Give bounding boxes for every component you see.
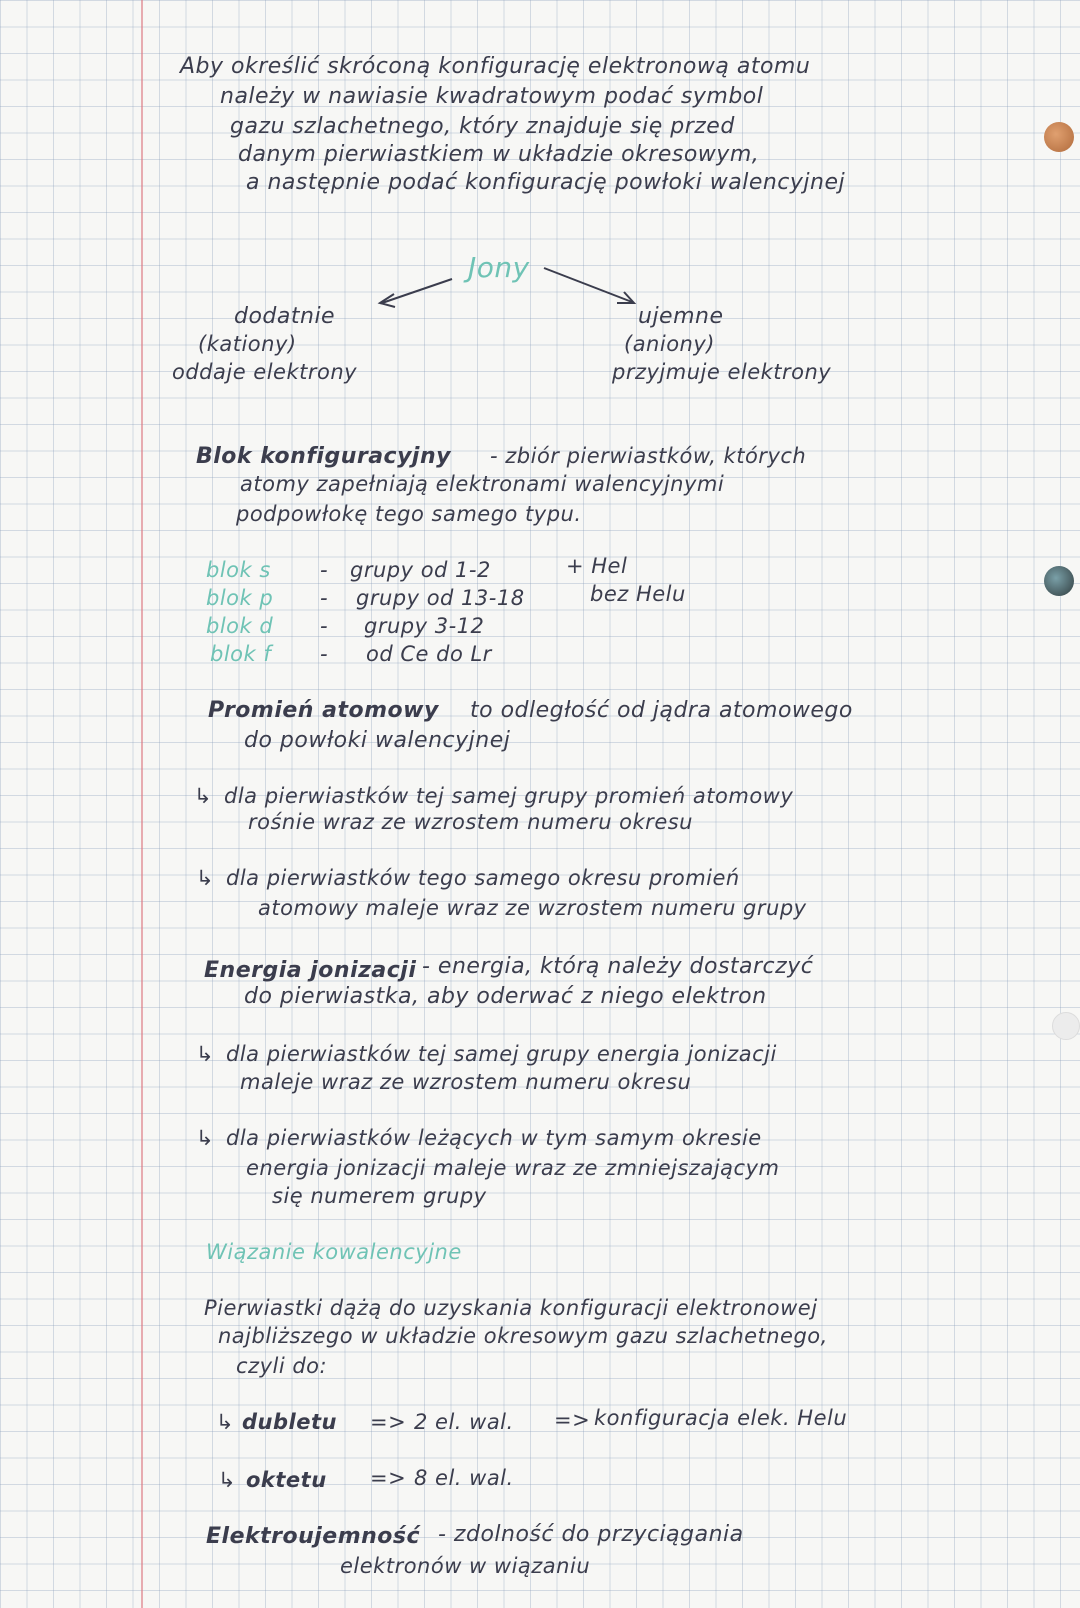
doublet-name: dubletu bbox=[242, 1410, 337, 1434]
ions-negative-name: ujemne bbox=[638, 304, 724, 329]
electronegativity-line2: elektronów w wiązaniu bbox=[340, 1554, 591, 1578]
block-line: podpowłokę tego samego typu. bbox=[236, 502, 582, 526]
block-line: - zbiór pierwiastków, których bbox=[490, 444, 807, 468]
bullet-arrow-icon: ↳ bbox=[194, 784, 213, 808]
block-item-sep: - bbox=[320, 558, 329, 582]
block-item-name: blok f bbox=[210, 642, 272, 666]
arrow-left-icon bbox=[380, 279, 452, 307]
covalent-line: najbliższego w układzie okresowym gazu szlachetnego, bbox=[218, 1324, 828, 1348]
bullet-arrow-icon: ↳ bbox=[196, 1042, 215, 1066]
bullet-arrow-icon: ↳ bbox=[218, 1468, 237, 1492]
block-term: Blok konfiguracyjny bbox=[196, 444, 451, 469]
bullet-line: dla pierwiastków tego samego okresu promień bbox=[226, 866, 740, 890]
intro-line: Aby określić skróconą konfigurację elektronową atomu bbox=[180, 54, 811, 79]
octet-value: 8 el. wal. bbox=[414, 1466, 514, 1490]
radius-term: Promień atomowy bbox=[208, 698, 439, 723]
block-item-extra: + Hel bbox=[566, 554, 628, 578]
bullet-line: rośnie wraz ze wzrostem numeru okresu bbox=[248, 810, 693, 834]
bullet-line: dla pierwiastków tej samej grupy energia jonizacji bbox=[226, 1042, 777, 1066]
block-item-extra: bez Helu bbox=[590, 582, 686, 606]
electronegativity-term: Elektroujemność bbox=[206, 1524, 421, 1549]
covalent-line: czyli do: bbox=[236, 1354, 328, 1378]
block-item-sep: - bbox=[320, 614, 329, 638]
ions-negative-alt: (aniony) bbox=[624, 332, 715, 356]
doublet-desc: konfiguracja elek. Helu bbox=[594, 1406, 848, 1430]
block-item-desc: od Ce do Lr bbox=[366, 642, 492, 666]
block-item-desc: grupy od 13-18 bbox=[356, 586, 525, 610]
covalent-line: Pierwiastki dążą do uzyskania konfiguracji elektronowej bbox=[204, 1296, 818, 1320]
ionization-term: Energia jonizacji bbox=[204, 958, 417, 983]
bullet-line: dla pierwiastków leżących w tym samym okresie bbox=[226, 1126, 762, 1150]
ions-positive-desc: oddaje elektrony bbox=[172, 360, 358, 384]
block-item-sep: - bbox=[320, 586, 329, 610]
bullet-arrow-icon: ↳ bbox=[216, 1410, 235, 1434]
covalent-title: Wiązanie kowalencyjne bbox=[206, 1240, 462, 1264]
intro-line: danym pierwiastkiem w układzie okresowym, bbox=[238, 142, 760, 167]
bullet-arrow-icon: ↳ bbox=[196, 1126, 215, 1150]
block-item-name: blok d bbox=[206, 614, 274, 638]
ions-title: Jony bbox=[468, 251, 530, 284]
doublet-value: 2 el. wal. bbox=[414, 1410, 514, 1434]
block-item-name: blok s bbox=[206, 558, 271, 582]
intro-line: gazu szlachetnego, który znajduje się przed bbox=[230, 114, 735, 139]
ions-positive-name: dodatnie bbox=[234, 304, 336, 329]
doublet-arrow: => bbox=[554, 1408, 591, 1432]
intro-line: należy w nawiasie kwadratowym podać symbol bbox=[220, 84, 764, 109]
radius-line2: do powłoki walencyjnej bbox=[244, 728, 511, 753]
bullet-arrow-icon: ↳ bbox=[196, 866, 215, 890]
ions-positive-alt: (kationy) bbox=[198, 332, 297, 356]
block-line: atomy zapełniają elektronami walencyjnymi bbox=[240, 472, 725, 496]
block-item-desc: grupy od 1-2 bbox=[350, 558, 491, 582]
bullet-line: energia jonizacji maleje wraz ze zmniejszającym bbox=[246, 1156, 780, 1180]
ionization-rest: - energia, którą należy dostarczyć bbox=[422, 954, 814, 979]
electronegativity-rest: - zdolność do przyciągania bbox=[438, 1522, 744, 1547]
bullet-line: maleje wraz ze wzrostem numeru okresu bbox=[240, 1070, 692, 1094]
bullet-line: atomowy maleje wraz ze wzrostem numeru grupy bbox=[258, 896, 807, 920]
doublet-arrow: => bbox=[370, 1410, 407, 1434]
bullet-line: dla pierwiastków tej samej grupy promień atomowy bbox=[224, 784, 794, 808]
block-item-name: blok p bbox=[206, 586, 274, 610]
block-item-sep: - bbox=[320, 642, 329, 666]
radius-rest: to odległość od jądra atomowego bbox=[470, 698, 853, 723]
bullet-line: się numerem grupy bbox=[272, 1184, 487, 1208]
block-item-desc: grupy 3-12 bbox=[364, 614, 485, 638]
ions-negative-desc: przyjmuje elektrony bbox=[612, 360, 832, 384]
arrow-right-icon bbox=[544, 268, 634, 303]
ionization-line2: do pierwiastka, aby oderwać z niego elektron bbox=[244, 984, 767, 1009]
octet-name: oktetu bbox=[246, 1468, 327, 1492]
intro-line: a następnie podać konfigurację powłoki walencyjnej bbox=[246, 170, 846, 195]
octet-arrow: => bbox=[370, 1466, 407, 1490]
